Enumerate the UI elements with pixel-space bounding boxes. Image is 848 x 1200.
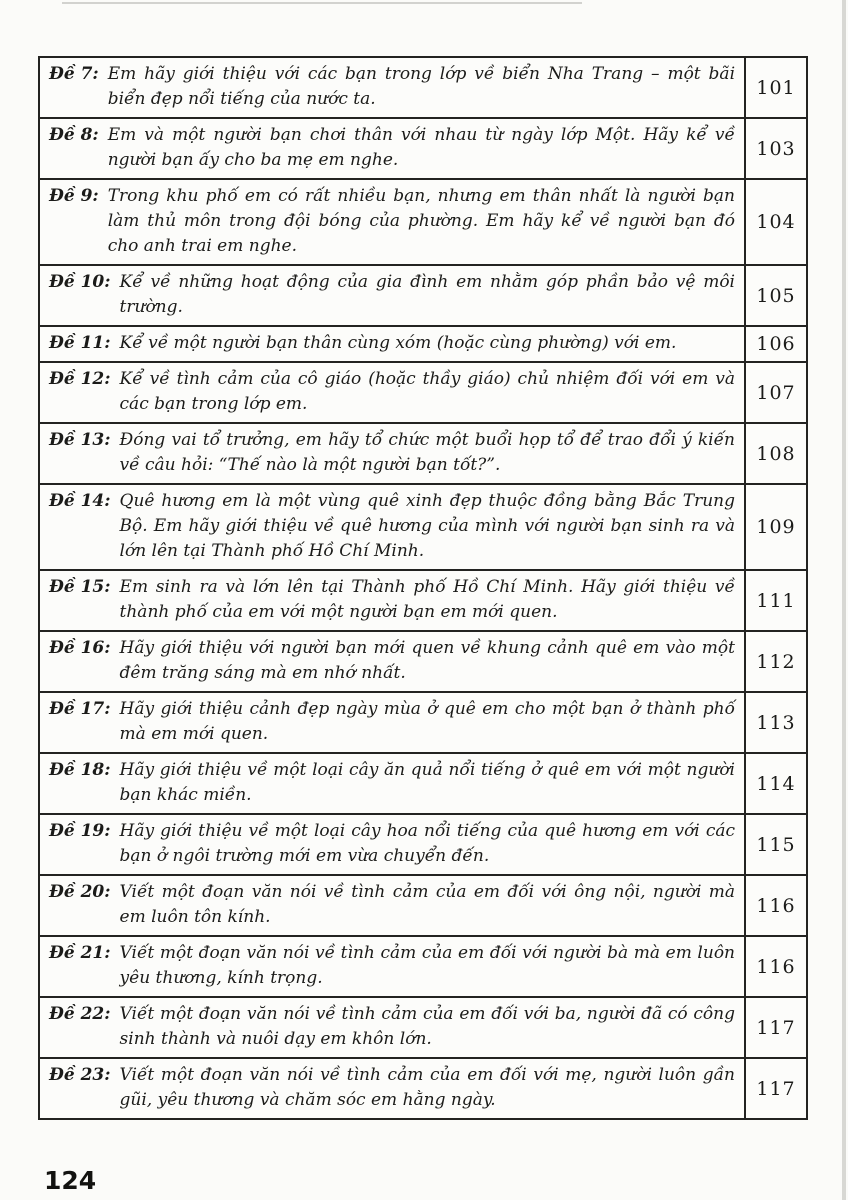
toc-entry-label: Đề 22: (49, 1004, 111, 1024)
toc-entry-page: 117 (744, 1059, 806, 1118)
toc-entry (40, 571, 744, 630)
toc-row (40, 569, 806, 630)
toc-entry-label: Đề 8: (49, 125, 99, 145)
toc-row (40, 264, 806, 325)
toc-entry (40, 424, 744, 483)
scan-artifact-page-edge (842, 0, 846, 1200)
toc-entry-text: Kể về một người bạn thân cùng xóm (hoặc cùng phường) với em. (119, 333, 677, 353)
toc-entry-text: Em và một người bạn chơi thân với nhau từ ngày lớp Một. Hãy kể về người bạn ấy cho ba mẹ em nghe. (107, 125, 735, 170)
toc-entry-label: Đề 17: (49, 699, 111, 719)
toc-entry-page: 106 (744, 327, 806, 361)
toc-row (40, 874, 806, 935)
toc-row (40, 691, 806, 752)
toc-row (40, 1057, 806, 1118)
toc-row (40, 117, 806, 178)
toc-entry-text: Em hãy giới thiệu với các bạn trong lớp về biển Nha Trang – một bãi biển đẹp nổi tiếng của nước ta. (107, 64, 735, 109)
toc-entry-page: 104 (744, 180, 806, 264)
toc-entry-label: Đề 9: (49, 186, 99, 206)
toc-entry-page: 116 (744, 876, 806, 935)
toc-entry-text: Hãy giới thiệu về một loại cây ăn quả nổi tiếng ở quê em với một người bạn khác miền. (119, 760, 735, 805)
toc-entry-page: 107 (744, 363, 806, 422)
toc-row (40, 483, 806, 569)
toc-entry-text: Em sinh ra và lớn lên tại Thành phố Hồ Chí Minh. Hãy giới thiệu về thành phố của em với một người bạn em mới quen. (119, 577, 735, 622)
toc-entry-page: 111 (744, 571, 806, 630)
toc-entry-page: 101 (744, 58, 806, 117)
toc-entry-text: Kể về những hoạt động của gia đình em nhằm góp phần bảo vệ môi trường. (119, 272, 735, 317)
toc-entry-text: Viết một đoạn văn nói về tình cảm của em đối với mẹ, người luôn gần gũi, yêu thương và chăm sóc em hằng ngày. (119, 1065, 735, 1110)
toc-entry-page: 113 (744, 693, 806, 752)
toc-entry-label: Đề 15: (49, 577, 111, 597)
toc-entry-page: 108 (744, 424, 806, 483)
toc-row (40, 752, 806, 813)
toc-entry-page: 103 (744, 119, 806, 178)
toc-entry-text: Hãy giới thiệu về một loại cây hoa nổi tiếng của quê hương em với các bạn ở ngôi trường mới em vừa chuyển đến. (119, 821, 735, 866)
toc-entry-text: Viết một đoạn văn nói về tình cảm của em đối với ông nội, người mà em luôn tôn kính. (119, 882, 735, 927)
toc-entry-page: 114 (744, 754, 806, 813)
toc-entry (40, 815, 744, 874)
toc-entry-label: Đề 7: (49, 64, 99, 84)
toc-row (40, 361, 806, 422)
toc-table (38, 56, 808, 1120)
toc-row (40, 630, 806, 691)
toc-entry-text: Hãy giới thiệu cảnh đẹp ngày mùa ở quê em cho một bạn ở thành phố mà em mới quen. (119, 699, 735, 744)
toc-entry-page: 105 (744, 266, 806, 325)
toc-entry-page: 112 (744, 632, 806, 691)
toc-row (40, 325, 806, 361)
toc-entry-text: Trong khu phố em có rất nhiều bạn, nhưng em thân nhất là người bạn làm thủ môn trong đội bóng của phường. Em hãy kể về người bạn đó cho anh trai em nghe. (107, 186, 735, 256)
toc-entry-label: Đề 11: (49, 333, 111, 353)
footer-page-number: 124 (44, 1166, 97, 1195)
toc-entry-label: Đề 20: (49, 882, 111, 902)
toc-entry (40, 998, 744, 1057)
toc-entry (40, 876, 744, 935)
toc-row (40, 422, 806, 483)
toc-entry (40, 327, 744, 361)
toc-entry-label: Đề 23: (49, 1065, 111, 1085)
toc-entry-text: Quê hương em là một vùng quê xinh đẹp thuộc đồng bằng Bắc Trung Bộ. Em hãy giới thiệu về quê hương của mình với người bạn sinh ra và lớn lên tại Thành phố Hồ Chí Minh. (119, 491, 735, 561)
toc-entry-text: Hãy giới thiệu với người bạn mới quen về khung cảnh quê em vào một đêm trăng sáng mà em nhớ nhất. (119, 638, 735, 683)
toc-entry-label: Đề 12: (49, 369, 111, 389)
toc-entry-text: Viết một đoạn văn nói về tình cảm của em đối với ba, người đã có công sinh thành và nuôi dạy em khôn lớn. (119, 1004, 735, 1049)
toc-entry (40, 119, 744, 178)
toc-entry-text: Viết một đoạn văn nói về tình cảm của em đối với người bà mà em luôn yêu thương, kính trọng. (119, 943, 735, 988)
toc-entry-label: Đề 21: (49, 943, 111, 963)
toc-entry-page: 116 (744, 937, 806, 996)
toc-entry (40, 363, 744, 422)
toc-row (40, 178, 806, 264)
toc-entry-label: Đề 19: (49, 821, 111, 841)
toc-entry-label: Đề 10: (49, 272, 111, 292)
toc-entry (40, 1059, 744, 1118)
toc-entry (40, 485, 744, 569)
scan-artifact-top-line (62, 2, 582, 4)
toc-entry-page: 115 (744, 815, 806, 874)
toc-entry (40, 180, 744, 264)
toc-row (40, 813, 806, 874)
toc-entry (40, 58, 744, 117)
toc-entry-page: 117 (744, 998, 806, 1057)
toc-entry (40, 266, 744, 325)
toc-entry-text: Đóng vai tổ trưởng, em hãy tổ chức một buổi họp tổ để trao đổi ý kiến về câu hỏi: “Thế nào là một người bạn tốt?”. (119, 430, 735, 475)
toc-entry (40, 632, 744, 691)
toc-entry (40, 937, 744, 996)
toc-entry (40, 693, 744, 752)
toc-row (40, 935, 806, 996)
toc-row (40, 58, 806, 117)
toc-entry-label: Đề 16: (49, 638, 111, 658)
toc-entry-page: 109 (744, 485, 806, 569)
toc-row (40, 996, 806, 1057)
toc-entry-label: Đề 13: (49, 430, 111, 450)
toc-entry-label: Đề 18: (49, 760, 111, 780)
toc-entry-label: Đề 14: (49, 491, 111, 511)
toc-entry-text: Kể về tình cảm của cô giáo (hoặc thầy giáo) chủ nhiệm đối với em và các bạn trong lớp em. (119, 369, 735, 414)
toc-entry (40, 754, 744, 813)
